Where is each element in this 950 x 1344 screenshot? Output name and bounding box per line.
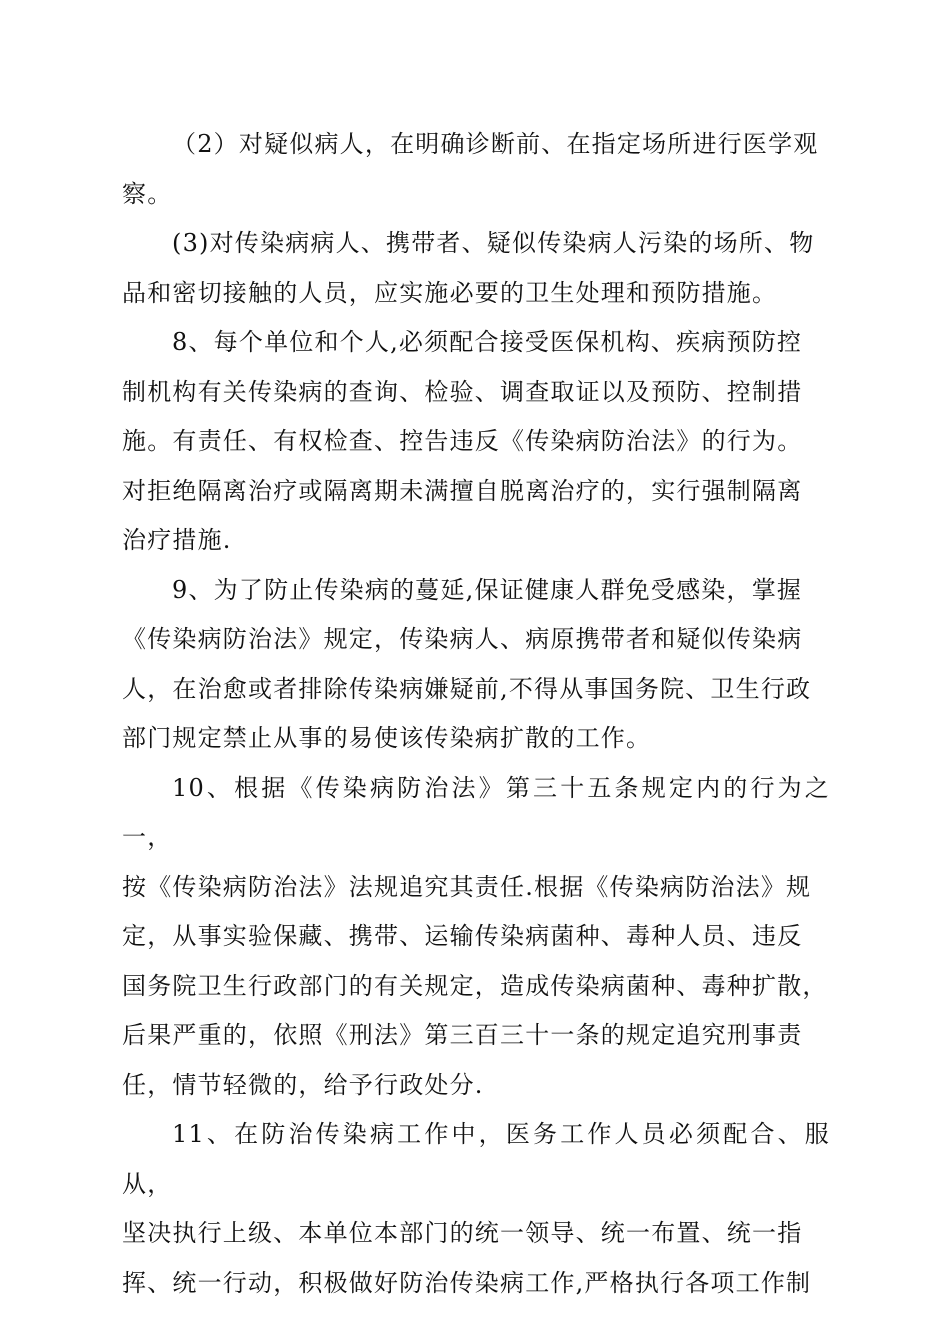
paragraph-isolation-suspected: （2）对疑似病人，在明确诊断前、在指定场所进行医学观 察。 [122, 130, 819, 208]
document-body [122, 120, 830, 1308]
paragraph-item-8: 8、每个单位和个人,必须配合接受医保机构、疾病预防控 制机构有关传染病的查询、检验、调查取证以及预防、控制措 施。有责任、有权检查、控告违反《传染病防治法》的行为。 对拒绝隔离治疗或隔离期未满擅自脱离治疗的，实行强制隔离 治疗措施. [122, 328, 803, 554]
paragraph-item-9: 9、为了防止传染病的蔓延,保证健康人群免受感染，掌握 《传染病防治法》规定，传染病人、病原携带者和疑似传染病 人，在治愈或者排除传染病嫌疑前,不得从事国务院、卫生行政 部门规定禁止从事的易使该传染病扩散的工作。 [122, 575, 812, 752]
paragraph-item-11: 11、在防治传染病工作中，医务工作人员必须配合、服从， 坚决执行上级、本单位本部门的统一领导、统一布置、统一指 挥、统一行动，积极做好防治传染病工作,严格执行各项工作制 [122, 1120, 830, 1297]
paragraph-item-10: 10、根据《传染病防治法》第三十五条规定内的行为之一， 按《传染病防治法》法规追究其责任.根据《传染病防治法》规 定，从事实验保藏、携带、运输传染病菌种、毒种人员、违反 国务院卫生行政部门的有关规定，造成传染病菌种、毒种扩散， 后果严重的，依照《刑法》第三百三十一条的规定追究刑事责 任，情节轻微的，给予行政处分. [122, 773, 830, 1099]
paragraph-disinfection-measures: (3)对传染病病人、携带者、疑似传染病人污染的场所、物 品和密切接触的人员，应实施必要的卫生处理和预防措施。 [122, 229, 815, 307]
